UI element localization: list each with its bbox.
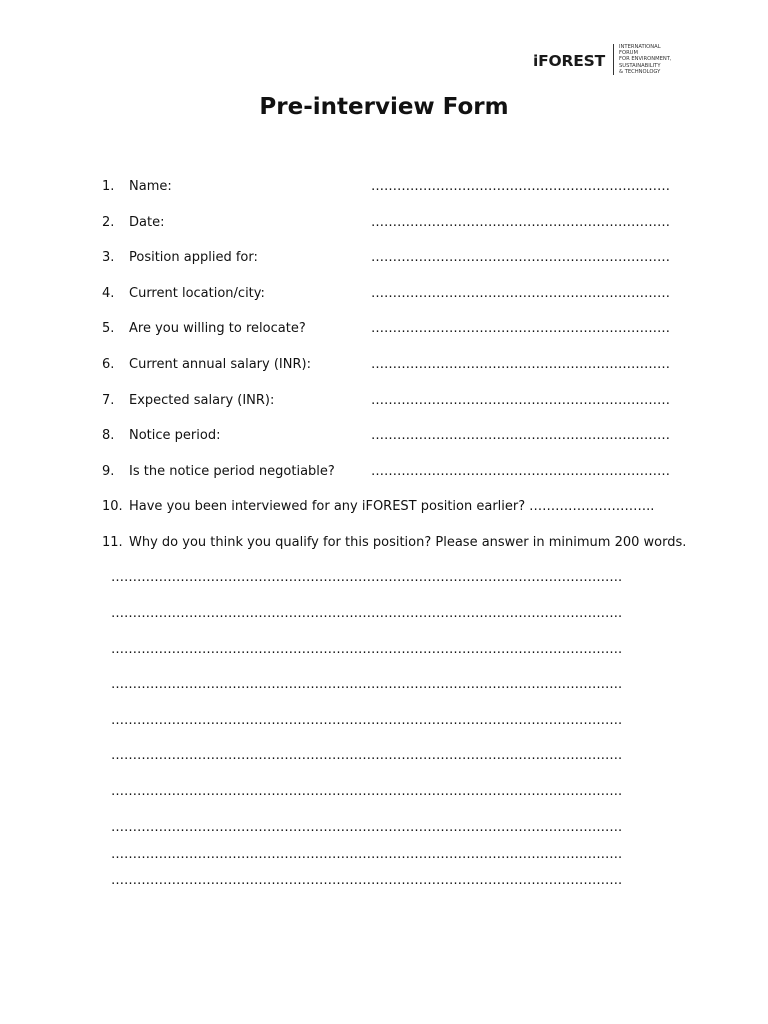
question-label: Name: [129,179,172,194]
question-number: 2. [102,215,115,230]
question-label-text: Have you been interviewed for any iFOREST position earlier? [129,499,526,514]
logo-tagline-line: & TECHNOLOGY [619,68,661,75]
question-number: 1. [102,179,115,194]
question-label: Expected salary (INR): [129,393,275,408]
form-title: Pre-interview Form [259,94,509,120]
question-number: 9. [102,464,115,479]
logo-divider [613,44,614,75]
answer-blank[interactable]: …………………………………………………………… [371,250,670,265]
logo-wordmark: iFOREST [533,52,605,70]
question-label: Current location/city: [129,286,265,301]
answer-blank[interactable]: …………………………………………………………… [371,428,670,443]
question-label [129,499,654,514]
question-label: Is the notice period negotiable? [129,464,335,479]
question-number: 8. [102,428,115,443]
answer-line[interactable]: ………………………………………………………………………………………………………. [111,847,623,862]
answer-line[interactable]: ………………………………………………………………………………………………………. [111,677,623,692]
answer-blank[interactable]: …………………………………………………………… [371,321,670,336]
answer-line[interactable]: ………………………………………………………………………………………………………. [111,606,623,621]
answer-line[interactable]: ………………………………………………………………………………………………………. [111,642,623,657]
answer-blank[interactable]: …………………………………………………………… [371,179,670,194]
question-number: 4. [102,286,115,301]
answer-blank[interactable]: …………………………………………………………… [371,357,670,372]
answer-blank[interactable]: …………………………………………………………… [371,286,670,301]
question-number: 5. [102,321,115,336]
answer-line[interactable]: ………………………………………………………………………………………………………. [111,713,623,728]
answer-blank[interactable]: ……………………….. [529,499,655,514]
question-number: 3. [102,250,115,265]
iforest-logo [533,43,683,77]
question-label: Are you willing to relocate? [129,321,306,336]
question-number: 6. [102,357,115,372]
question-label: Notice period: [129,428,221,443]
answer-blank[interactable]: …………………………………………………………… [371,393,670,408]
logo-tagline-line: FORUM [619,50,638,57]
answer-line[interactable]: ………………………………………………………………………………………………………. [111,820,623,835]
answer-blank[interactable]: …………………………………………………………… [371,464,670,479]
logo-tagline-line: SUSTAINABILITY [619,62,661,69]
answer-blank[interactable]: …………………………………………………………… [371,215,670,230]
logo-tagline [619,44,672,75]
question-label: Why do you think you qualify for this position? Please answer in minimum 200 words. [129,535,687,550]
logo-tagline-line: FOR ENVIRONMENT, [619,56,672,63]
question-label: Position applied for: [129,250,258,265]
question-label: Current annual salary (INR): [129,357,311,372]
answer-line[interactable]: ………………………………………………………………………………………………………. [111,748,623,763]
answer-line[interactable]: ………………………………………………………………………………………………………. [111,873,623,888]
question-number: 11. [102,535,123,550]
answer-line[interactable]: ………………………………………………………………………………………………………. [111,570,623,585]
question-label: Date: [129,215,165,230]
logo-tagline-line: INTERNATIONAL [619,44,661,50]
answer-line[interactable]: ………………………………………………………………………………………………………. [111,784,623,799]
question-number: 10. [102,499,123,514]
question-number: 7. [102,393,115,408]
